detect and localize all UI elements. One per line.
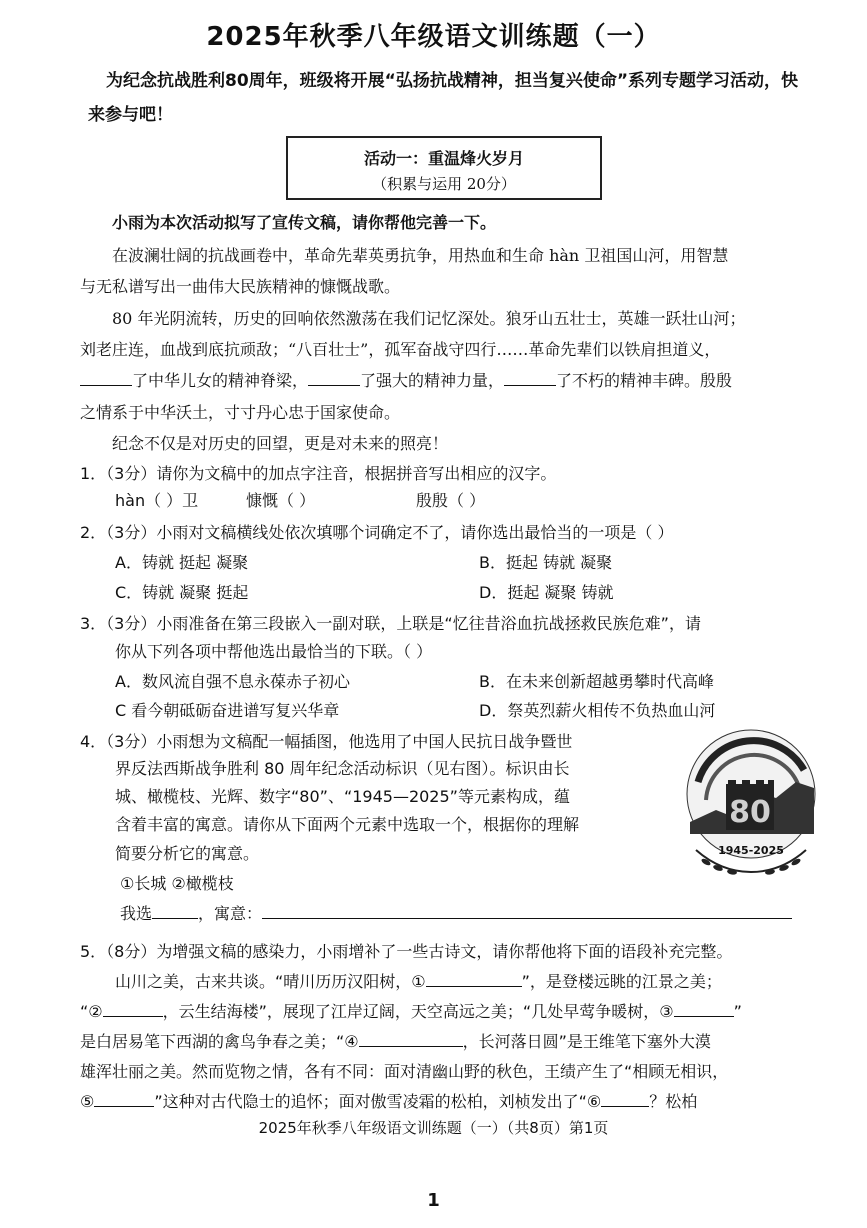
q1-item[interactable]: 殷殷（ ）: [416, 491, 486, 510]
q5-text: ⑤: [80, 1092, 95, 1111]
question-1-stem: 1．（3分）请你为文稿中的加点字注音，根据拼音写出相应的汉字。: [80, 464, 557, 483]
passage-line: 之情系于中华沃土，寸寸丹心忠于国家使命。: [80, 403, 401, 422]
q1-item[interactable]: hàn（ ）卫: [115, 491, 199, 510]
q4-answer-line: [120, 901, 792, 924]
page-number: 1: [427, 1190, 440, 1211]
commemorative-logo: [676, 722, 826, 892]
passage-line-with-blanks: [80, 368, 732, 391]
activity-heading: 活动一：重温烽火岁月: [363, 149, 524, 168]
passage-line: 与无私谱写出一曲伟大民族精神的慷慨战歌。: [80, 277, 401, 296]
q5-text: ？松柏: [649, 1092, 698, 1111]
fill-blank[interactable]: [80, 371, 132, 386]
page-title: 2025年秋季八年级语文训练题（一）: [206, 22, 661, 52]
poem-blank-6[interactable]: [601, 1092, 649, 1107]
q5-text: ”这种对古代隐士的追怀；面对傲雪凌霜的松柏，刘桢发出了“⑥: [154, 1092, 602, 1111]
question-4-stem: 4．（3分）小雨想为文稿配一幅插图，他选用了中国人民抗日战争暨世: [80, 732, 573, 751]
q5-text: ，长河落日圆”是王维笔下塞外大漠: [462, 1032, 711, 1051]
poem-blank-4[interactable]: [359, 1032, 463, 1047]
question-3-stem-cont: 你从下列各项中帮他选出最恰当的下联。（ ）: [115, 642, 433, 661]
passage-line: 在波澜壮阔的抗战画卷中，革命先辈英勇抗争，用热血和生命 hàn 卫祖国山河，用智慧: [112, 246, 729, 265]
poem-blank-5[interactable]: [94, 1092, 154, 1107]
logo-number: 80: [729, 795, 771, 830]
q5-line: [80, 1029, 711, 1052]
logo-years: 1945-2025: [718, 844, 784, 857]
answer-label: ，寓意：: [198, 904, 263, 923]
q5-text: 山川之美，古来共谈。“晴川历历汉阳树，①: [115, 972, 426, 991]
passage-text: 了不朽的精神丰碑。殷殷: [556, 371, 733, 390]
q2-option-b[interactable]: B．挺起 铸就 凝聚: [479, 553, 613, 572]
answer-input-line[interactable]: [262, 904, 792, 919]
choice-blank[interactable]: [152, 904, 198, 919]
question-4-stem-cont: 城、橄榄枝、光辉、数字“80”、“1945—2025”等元素构成，蕴: [115, 787, 570, 806]
poem-blank-3[interactable]: [674, 1002, 734, 1017]
q5-text: 是白居易笔下西湖的禽鸟争春之美；“④: [80, 1032, 359, 1051]
q3-option-d[interactable]: D．祭英烈薪火相传不负热血山河: [479, 701, 716, 720]
q5-line: 雄浑壮丽之美。然而览物之情，各有不同：面对清幽山野的秋色，王绩产生了“相顾无相识，: [80, 1062, 729, 1081]
q5-text: “②: [80, 1002, 103, 1021]
q2-option-d[interactable]: D．挺起 凝聚 铸就: [479, 583, 614, 602]
question-2-stem: 2．（3分）小雨对文稿横线处依次填哪个词确定不了，请你选出最恰当的一项是（ ）: [80, 523, 674, 542]
q3-option-a[interactable]: A．数风流自强不息永葆赤子初心: [115, 672, 350, 691]
question-3-stem: 3．（3分）小雨准备在第三段嵌入一副对联，上联是“忆往昔浴血抗战拯救民族危难”，请: [80, 614, 701, 633]
intro-paragraph: 为纪念抗战胜利80周年，班级将开展“弘扬抗战精神，担当复兴使命”系列专题学习活动，快来参与吧！: [88, 71, 799, 125]
q5-text: ”: [733, 1002, 742, 1021]
q5-line: [80, 1089, 697, 1112]
passage-line: 80 年光阴流转，历史的回响依然激荡在我们记忆深处。狼牙山五壮士，英雄一跃壮山河；: [112, 309, 746, 328]
q5-line: [115, 969, 722, 992]
passage-text: 了中华儿女的精神脊梁，: [132, 371, 309, 390]
q4-choices: ①长城 ②橄榄枝: [120, 874, 234, 893]
passage-text: 了强大的精神力量，: [360, 371, 505, 390]
poem-blank-1[interactable]: [426, 972, 522, 987]
fill-blank[interactable]: [308, 371, 360, 386]
passage-line: 纪念不仅是对历史的回望，更是对未来的照亮！: [112, 434, 449, 453]
page-footer: 2025年秋季八年级语文训练题（一）（共8页）第1页: [258, 1119, 609, 1137]
q2-option-c[interactable]: C．铸就 凝聚 挺起: [115, 583, 249, 602]
poem-blank-2[interactable]: [103, 1002, 163, 1017]
question-4-stem-cont: 简要分析它的寓意。: [115, 844, 260, 863]
fill-blank[interactable]: [504, 371, 556, 386]
q1-item[interactable]: 慷慨（ ）: [246, 491, 316, 510]
q5-text: ，云生结海楼”，展现了江岸辽阔，天空高远之美；“几处早莺争暖树，③: [162, 1002, 674, 1021]
logo-graphic: [676, 722, 826, 892]
question-5-stem: 5．（8分）为增强文稿的感染力，小雨增补了一些古诗文，请你帮他将下面的语段补充完整。: [80, 942, 733, 961]
q3-option-b[interactable]: B．在未来创新超越勇攀时代高峰: [479, 672, 714, 691]
q2-option-a[interactable]: A．铸就 挺起 凝聚: [115, 553, 249, 572]
answer-label: 我选: [120, 904, 153, 923]
activity-box: [286, 136, 602, 200]
question-4-stem-cont: 界反法西斯战争胜利 80 周年纪念活动标识（见右图）。标识由长: [115, 759, 570, 778]
lead-text: 小雨为本次活动拟写了宣传文稿，请你帮他完善一下。: [112, 213, 497, 232]
q3-option-c[interactable]: C 看今朝砥砺奋进谱写复兴华章: [115, 701, 340, 720]
passage-line: 刘老庄连，血战到底抗顽敌；“八百壮士”，孤军奋战守四行……革命先辈们以铁肩担道义，: [80, 340, 721, 359]
q5-line: [80, 999, 742, 1022]
activity-subheading: （积累与运用 20分）: [372, 175, 516, 193]
question-4-stem-cont: 含着丰富的寓意。请你从下面两个元素中选取一个，根据你的理解: [115, 815, 580, 834]
q5-text: ”，是登楼远眺的江景之美；: [521, 972, 722, 991]
